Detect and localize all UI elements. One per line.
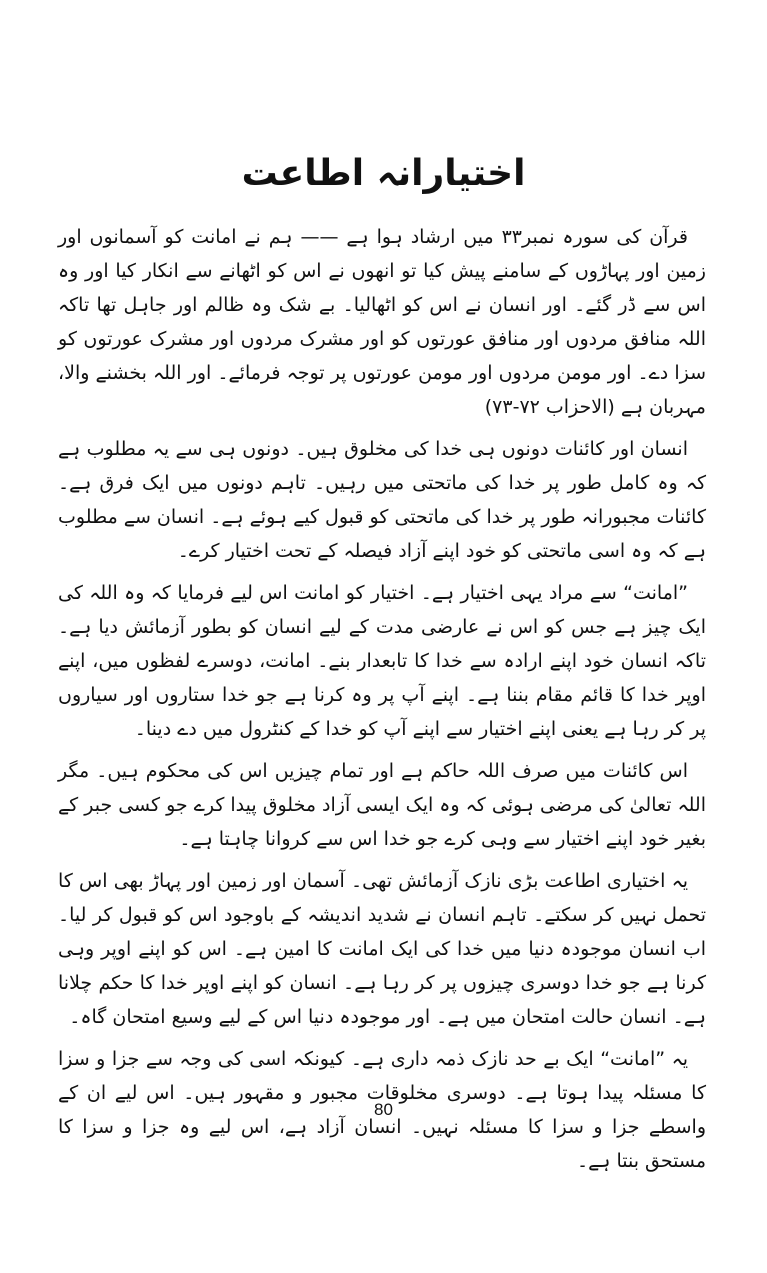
chapter-title: اختیارانہ اطاعت [241,153,526,194]
paragraph-5: یہ اختیاری اطاعت بڑی نازک آزمائش تھی۔ آسمان اور زمین اور پہاڑ بھی اس کا تحمل نہیں کر سکتے۔ تاہم انسان نے شدید اندیشہ کے باوجود اس کو قبول کر لیا۔ اب انسان موجودہ دنیا میں خدا کی ایک امانت کا امین ہے۔ اس کو اپنے اوپر وہی کرنا ہے جو خدا دوسری چیزوں پر کر رہا ہے۔ انسان کو اپنے اوپر خدا کا حکم چلانا ہے۔ انسان حالت امتحان میں ہے۔ اور موجودہ دنیا اس کے لیے وسیع امتحان گاہ۔ [58,870,706,1028]
paragraph-2: انسان اور کائنات دونوں ہی خدا کی مخلوق ہیں۔ دونوں ہی سے یہ مطلوب ہے کہ وہ کامل طور پر خدا کی ماتحتی میں رہیں۔ تاہم دونوں میں ایک فرق ہے۔ کائنات مجبورانہ طور پر خدا کی ماتحتی کو قبول کیے ہوئے ہے۔ انسان سے مطلوب ہے کہ وہ اسی ماتحتی کو خود اپنے آزاد فیصلہ کے تحت اختیار کرے۔ [58,438,706,562]
paragraph-1: قرآن کی سورہ نمبر۳۳ میں ارشاد ہوا ہے —— ہم نے امانت کو آسمانوں اور زمین اور پہاڑوں کے سامنے پیش کیا تو انھوں نے اس کو اٹھانے سے انکار کیا اور وہ اس سے ڈر گئے۔ اور انسان نے اس کو اٹھالیا۔ بے شک وہ ظالم اور جاہل تھا تاکہ اللہ منافق مردوں اور منافق عورتوں کو اور مشرک مردوں اور مشرک عورتوں کو سزا دے۔ اور مومن مردوں اور مومن عورتوں پر توجہ فرمائے۔ اور اللہ بخشنے والا، مہربان ہے (الاحزاب ۷۲-۷۳) [58,226,706,418]
paragraph-6: یہ ”امانت“ ایک بے حد نازک ذمہ داری ہے۔ کیونکہ اسی کی وجہ سے جزا و سزا کا مسئلہ پیدا ہوتا ہے۔ دوسری مخلوقات مجبور و مقہور ہیں۔ اس لیے ان کے واسطے جزا و سزا کا مسئلہ نہیں۔ انسان آزاد ہے، اس لیے وہ جزا و سزا کا مستحق بنتا ہے۔ [58,1048,706,1172]
page-number: 80 [374,1100,393,1119]
paragraph-4: اس کائنات میں صرف اللہ حاکم ہے اور تمام چیزیں اس کی محکوم ہیں۔ مگر اللہ تعالیٰ کی مرضی ہوئی کہ وہ ایک ایسی آزاد مخلوق پیدا کرے جو کسی جبر کے بغیر خود اپنے اختیار سے وہی کرے جو خدا اس سے کروانا چاہتا ہے۔ [58,760,706,850]
body-text [58,220,706,1186]
paragraph-3: ”امانت“ سے مراد یہی اختیار ہے۔ اختیار کو امانت اس لیے فرمایا کہ وہ اللہ کی ایک چیز ہے جس کو اس نے عارضی مدت کے لیے انسان کو بطور آزمائش دیا ہے۔ تاکہ انسان خود اپنے ارادہ سے خدا کا تابعدار بنے۔ امانت، دوسرے لفظوں میں، اپنے اوپر خدا کا قائم مقام بننا ہے۔ اپنے آپ پر وہ کرنا ہے جو خدا ستاروں اور سیاروں پر کر رہا ہے یعنی اپنے اختیار سے اپنے آپ کو خدا کے کنٹرول میں دے دینا۔ [58,582,706,740]
